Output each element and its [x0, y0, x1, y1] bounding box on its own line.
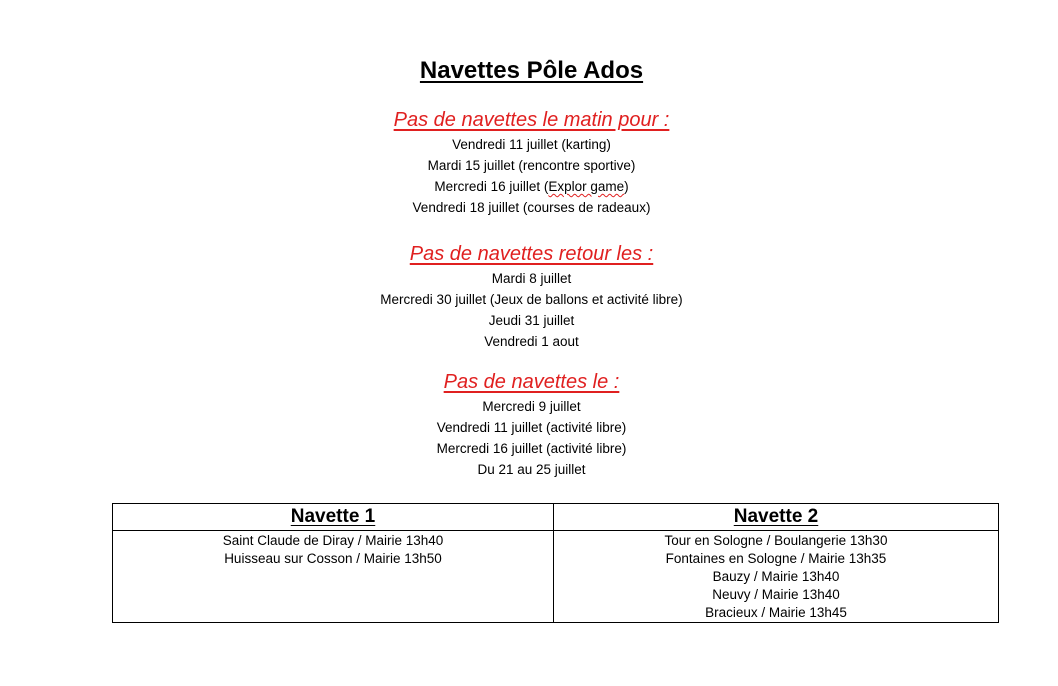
section-no-morning-shuttles — [0, 108, 1058, 218]
list-item: Vendredi 18 juillet (courses de radeaux) — [412, 200, 651, 215]
list-item: Vendredi 11 juillet (activité libre) — [436, 420, 627, 435]
section-heading-morning: Pas de navettes le matin pour : — [393, 109, 670, 131]
column-header-label: Navette 2 — [733, 506, 819, 527]
stop-item: Bauzy / Mairie 13h40 — [712, 569, 840, 584]
column-header-label: Navette 1 — [290, 506, 376, 527]
table-header-row — [113, 504, 999, 531]
text-segment: Mercredi 16 juillet ( — [434, 179, 549, 194]
section-no-shuttles — [0, 370, 1058, 480]
text-segment: ) — [624, 179, 629, 194]
shuttle-table — [112, 503, 999, 623]
page-title: Navettes Pôle Ados — [419, 57, 644, 84]
list-item: Mercredi 16 juillet (activité libre) — [436, 441, 627, 456]
list-item: Mercredi 9 juillet — [482, 399, 581, 414]
list-item: Mardi 8 juillet — [491, 271, 572, 286]
spellcheck-marked-text: Explor game — [548, 179, 625, 194]
stop-item: Fontaines en Sologne / Mairie 13h35 — [665, 551, 887, 566]
list-item-explor-game — [0, 176, 1058, 197]
stop-item: Huisseau sur Cosson / Mairie 13h50 — [224, 551, 442, 566]
section-heading-return: Pas de navettes retour les : — [409, 243, 654, 265]
column-header-navette-1 — [113, 504, 554, 531]
column-header-navette-2 — [554, 504, 999, 531]
list-item: Mercredi 30 juillet (Jeux de ballons et activité libre) — [380, 292, 683, 307]
list-item: Vendredi 1 aout — [484, 334, 579, 349]
navette-1-stops-cell — [113, 531, 554, 623]
list-item: Mardi 15 juillet (rencontre sportive) — [427, 158, 636, 173]
stop-item: Neuvy / Mairie 13h40 — [712, 587, 840, 602]
section-no-return-shuttles — [0, 242, 1058, 352]
list-item: Du 21 au 25 juillet — [477, 462, 586, 477]
stop-item: Bracieux / Mairie 13h45 — [705, 605, 847, 620]
navette-2-stops-cell — [554, 531, 999, 623]
stop-item: Saint Claude de Diray / Mairie 13h40 — [222, 533, 444, 548]
list-item: Vendredi 11 juillet (karting) — [452, 137, 611, 152]
stop-item: Tour en Sologne / Boulangerie 13h30 — [664, 533, 888, 548]
list-item: Jeudi 31 juillet — [488, 313, 575, 328]
section-heading-no-shuttles: Pas de navettes le : — [443, 371, 620, 393]
table-row — [113, 531, 999, 623]
